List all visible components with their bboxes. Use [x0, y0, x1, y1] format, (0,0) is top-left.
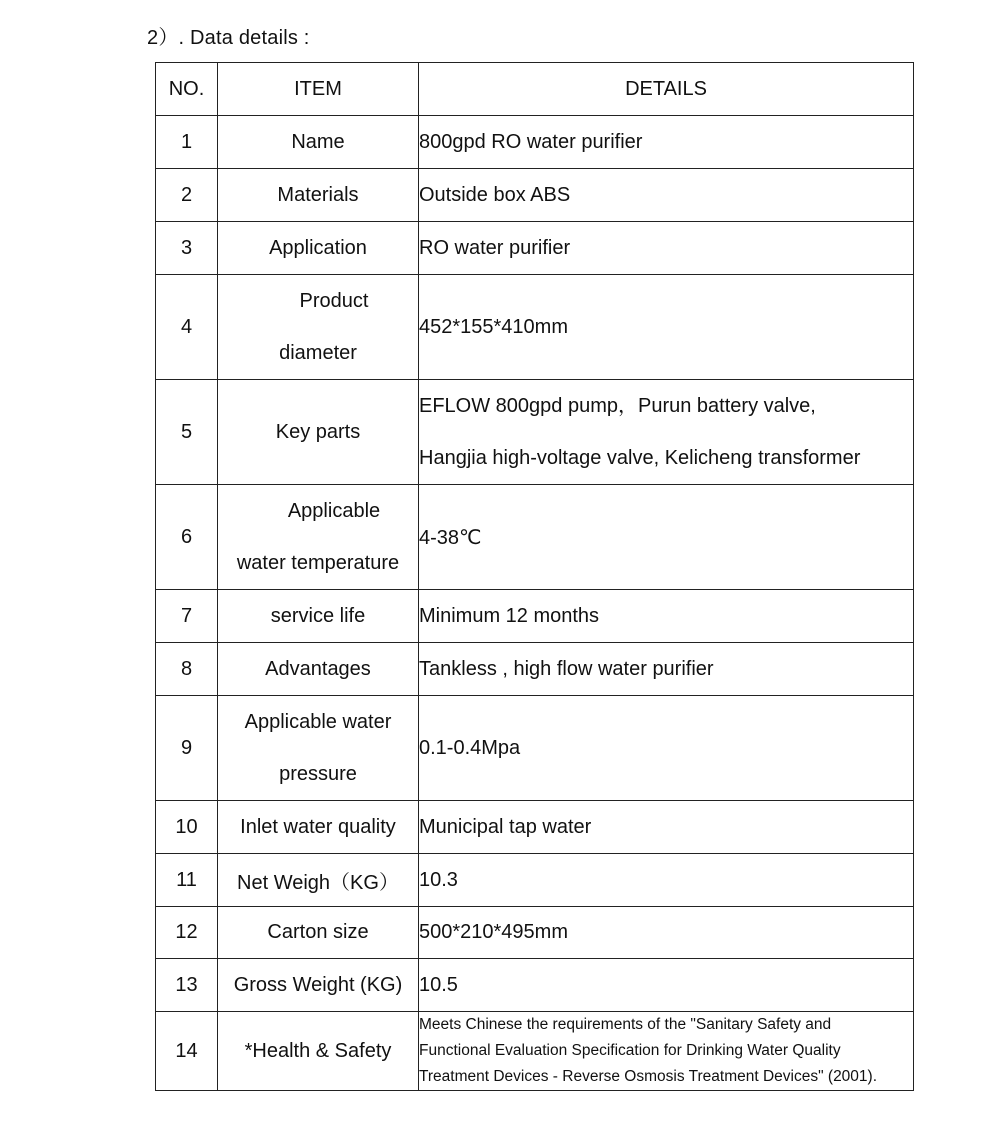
table-row — [156, 485, 914, 590]
row-number: 3 — [156, 222, 218, 275]
row-details-line: Meets Chinese the requirements of the "Sanitary Safety and — [419, 1016, 832, 1033]
row-details-line: Treatment Devices - Reverse Osmosis Treatment Devices" (2001). — [419, 1068, 878, 1085]
row-item-line: diameter — [279, 342, 357, 364]
table-row — [156, 222, 914, 275]
row-number: 5 — [156, 380, 218, 485]
row-details: 0.1-0.4Mpa — [419, 696, 914, 801]
row-item-line: water temperature — [236, 552, 400, 574]
row-item: Key parts — [218, 380, 419, 485]
row-details: Outside box ABS — [419, 169, 914, 222]
data-details-table — [155, 62, 914, 1091]
table-row — [156, 590, 914, 643]
row-item — [218, 275, 419, 380]
row-item-line: Applicable — [287, 500, 381, 522]
row-number: 7 — [156, 590, 218, 643]
row-number: 8 — [156, 643, 218, 696]
row-item: Carton size — [218, 907, 419, 959]
row-number: 1 — [156, 116, 218, 169]
row-item-line: Applicable water — [244, 711, 392, 733]
table-row — [156, 959, 914, 1012]
header-item: ITEM — [218, 63, 419, 116]
table-row — [156, 116, 914, 169]
row-details-line: Functional Evaluation Specification for Drinking Water Quality — [419, 1042, 841, 1059]
row-number: 11 — [156, 854, 218, 907]
table-row — [156, 696, 914, 801]
table-row — [156, 1012, 914, 1091]
row-number: 2 — [156, 169, 218, 222]
row-number: 9 — [156, 696, 218, 801]
row-details-line: Hangjia high-voltage valve, Kelicheng transformer — [419, 447, 861, 469]
row-item: Net Weigh（KG） — [218, 854, 419, 907]
row-number: 14 — [156, 1012, 218, 1091]
row-item: Gross Weight (KG) — [218, 959, 419, 1012]
section-heading: 2）. Data details : — [147, 27, 310, 49]
table-row — [156, 854, 914, 907]
row-item — [218, 485, 419, 590]
row-details: 452*155*410mm — [419, 275, 914, 380]
row-number: 4 — [156, 275, 218, 380]
row-details: RO water purifier — [419, 222, 914, 275]
table-row — [156, 275, 914, 380]
table-row — [156, 169, 914, 222]
row-details — [419, 1012, 914, 1091]
row-number: 12 — [156, 907, 218, 959]
table-row — [156, 643, 914, 696]
row-item: *Health & Safety — [218, 1012, 419, 1091]
table-header-row — [156, 63, 914, 116]
row-item: Advantages — [218, 643, 419, 696]
row-details: Minimum 12 months — [419, 590, 914, 643]
row-number: 6 — [156, 485, 218, 590]
header-details: DETAILS — [419, 63, 914, 116]
header-no: NO. — [156, 63, 218, 116]
table-row — [156, 380, 914, 485]
row-details: Municipal tap water — [419, 801, 914, 854]
row-details-line: EFLOW 800gpd pump，Purun battery valve, — [419, 395, 816, 417]
row-item: Inlet water quality — [218, 801, 419, 854]
row-number: 13 — [156, 959, 218, 1012]
table-row — [156, 907, 914, 959]
table-row — [156, 801, 914, 854]
row-details: Tankless , high flow water purifier — [419, 643, 914, 696]
row-details: 500*210*495mm — [419, 907, 914, 959]
row-item-line: Product — [299, 290, 369, 312]
row-item: Application — [218, 222, 419, 275]
row-item: Materials — [218, 169, 419, 222]
row-details — [419, 380, 914, 485]
row-item — [218, 696, 419, 801]
row-details: 4-38℃ — [419, 485, 914, 590]
row-details: 10.3 — [419, 854, 914, 907]
row-item-line: pressure — [279, 763, 357, 785]
row-details: 800gpd RO water purifier — [419, 116, 914, 169]
row-number: 10 — [156, 801, 218, 854]
row-item: Name — [218, 116, 419, 169]
row-item: service life — [218, 590, 419, 643]
row-details: 10.5 — [419, 959, 914, 1012]
